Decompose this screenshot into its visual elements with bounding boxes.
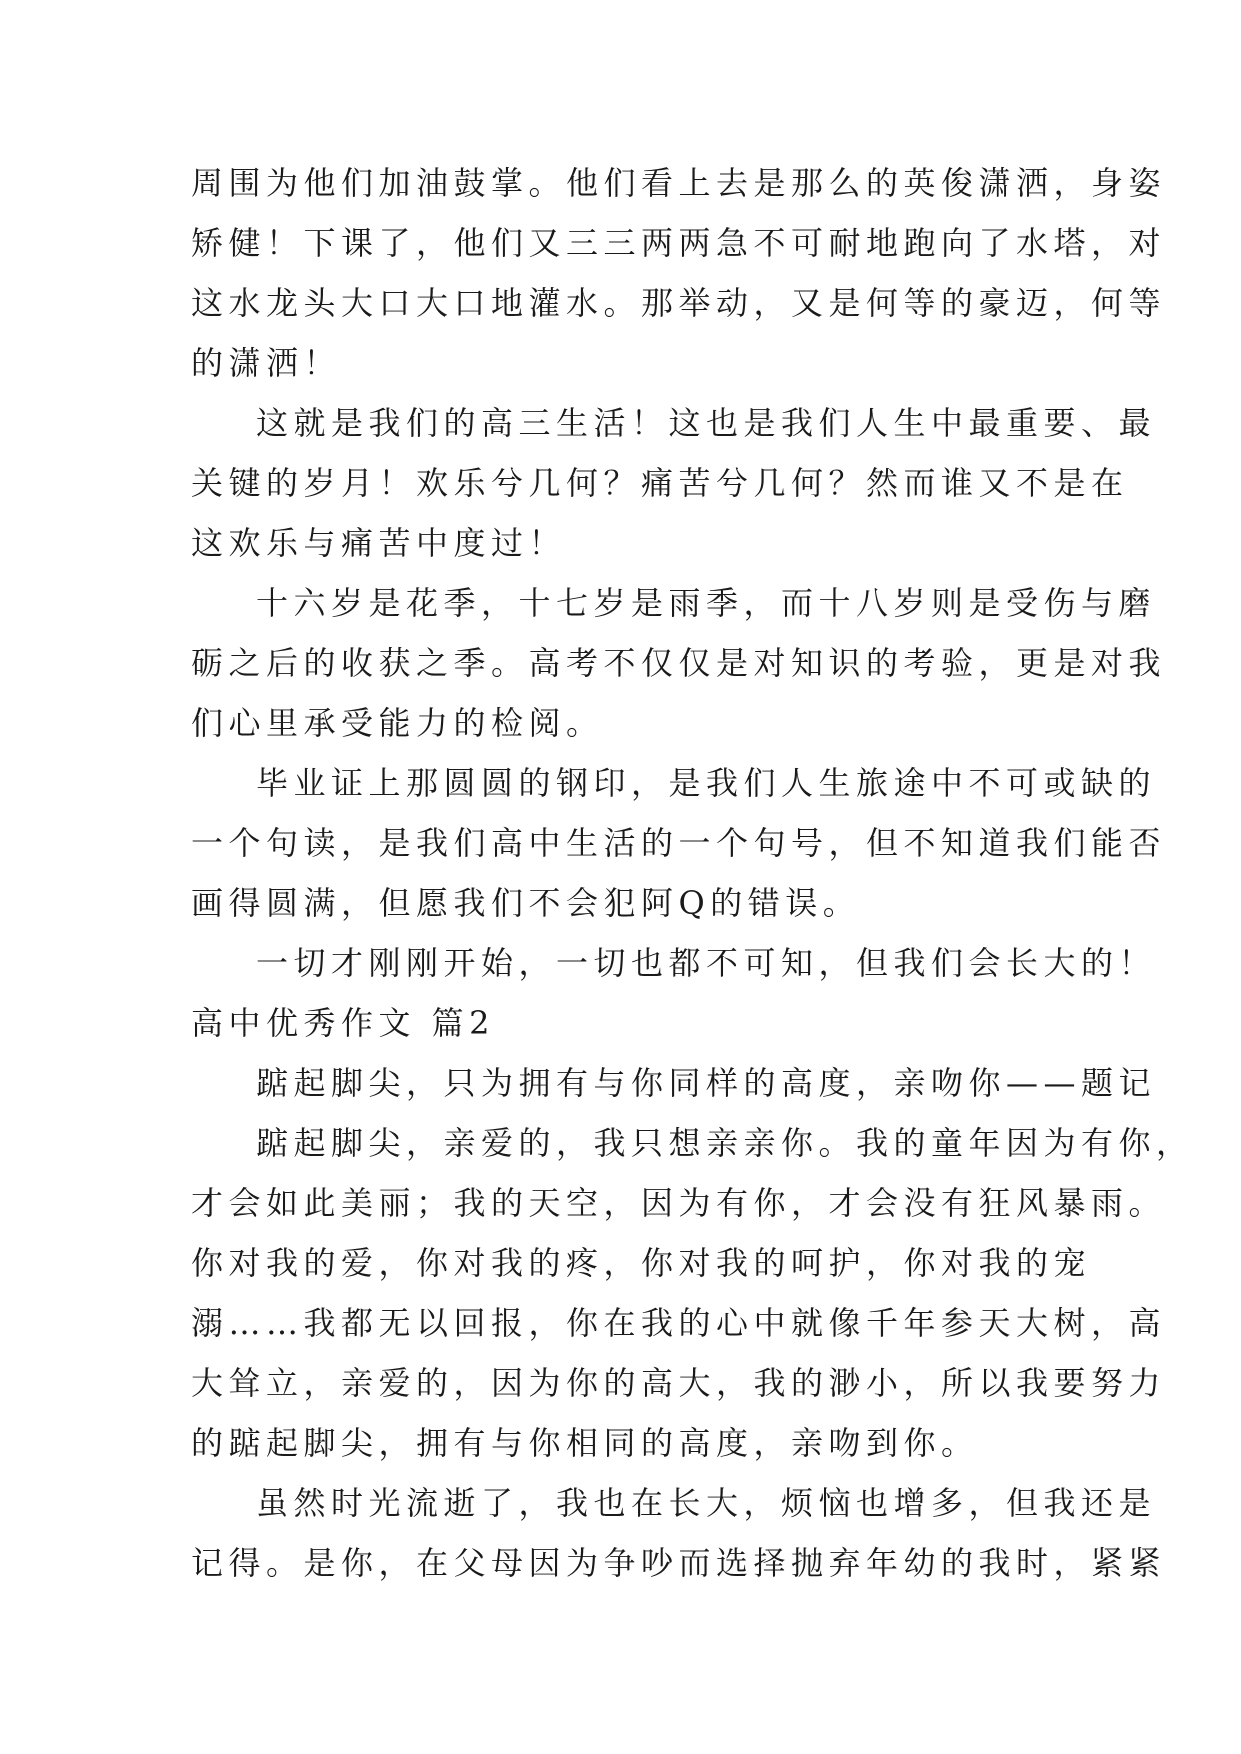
paragraph-start-line: 十六岁是花季，十七岁是雨季，而十八岁则是受伤与磨 <box>256 584 1157 622</box>
text-line: 大耸立，亲爱的，因为你的高大，我的渺小，所以我要努力 <box>191 1364 1167 1402</box>
paragraph-start-line: 虽然时光流逝了，我也在长大，烦恼也增多，但我还是 <box>256 1484 1157 1522</box>
text-line: 的踮起脚尖，拥有与你相同的高度，亲吻到你。 <box>191 1424 979 1462</box>
article-body <box>191 153 1194 1593</box>
epigraph-line: 踮起脚尖，只为拥有与你同样的高度，亲吻你——题记 <box>256 1064 1157 1102</box>
paragraph-start-line: 这就是我们的高三生活！这也是我们人生中最重要、最 <box>256 404 1157 442</box>
text-line: 一个句读，是我们高中生活的一个句号，但不知道我们能否 <box>191 824 1167 862</box>
paragraph-start-line: 一切才刚刚开始，一切也都不可知，但我们会长大的！ <box>256 944 1157 982</box>
paragraph-start-line: 毕业证上那圆圆的钢印，是我们人生旅途中不可或缺的 <box>256 764 1157 802</box>
text-line: 砺之后的收获之季。高考不仅仅是对知识的考验，更是对我 <box>191 644 1167 682</box>
text-line: 们心里承受能力的检阅。 <box>191 704 604 742</box>
text-line: 你对我的爱，你对我的疼，你对我的呵护，你对我的宠 <box>191 1244 1092 1282</box>
text-line: 周围为他们加油鼓掌。他们看上去是那么的英俊潇洒，身姿 <box>191 164 1167 202</box>
text-line: 关键的岁月！欢乐兮几何？痛苦兮几何？然而谁又不是在 <box>191 464 1129 502</box>
text-line: 矫健！下课了，他们又三三两两急不可耐地跑向了水塔，对 <box>191 224 1167 262</box>
text-line: 画得圆满，但愿我们不会犯阿Q的错误。 <box>191 884 861 922</box>
text-line: 这水龙头大口大口地灌水。那举动，又是何等的豪迈，何等 <box>191 284 1167 322</box>
text-line: 这欢乐与痛苦中度过！ <box>191 524 567 562</box>
paragraph-start-line: 踮起脚尖，亲爱的，我只想亲亲你。我的童年因为有你， <box>256 1124 1194 1162</box>
text-line: 记得。是你，在父母因为争吵而选择抛弃年幼的我时，紧紧 <box>191 1544 1167 1582</box>
text-line: 才会如此美丽；我的天空，因为有你，才会没有狂风暴雨。 <box>191 1184 1167 1222</box>
text-line: 的潇洒！ <box>191 344 342 382</box>
text-line: 溺……我都无以回报，你在我的心中就像千年参天大树，高 <box>191 1304 1167 1342</box>
section-heading: 高中优秀作文 篇2 <box>191 1004 496 1042</box>
